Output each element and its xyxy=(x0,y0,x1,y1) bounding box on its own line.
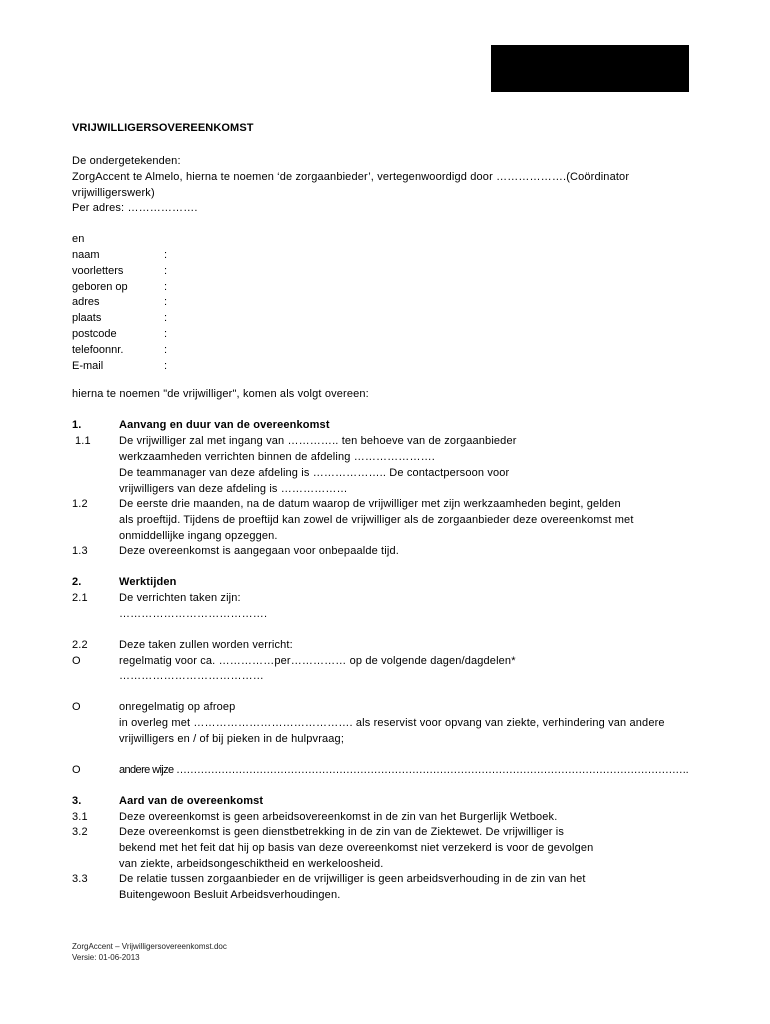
clause-text: onmiddellijke ingang opzeggen. xyxy=(119,530,278,542)
clause-text: Deze overeenkomst is geen arbeidsovereenkomst in de zin van het Burgerlijk Wetboek. xyxy=(119,811,558,823)
field-row xyxy=(72,295,272,311)
section-heading: Aard van de overeenkomst xyxy=(119,795,264,807)
clause-number: 1.2 xyxy=(72,498,88,510)
option-text: vrijwilligers en / of bij pieken in de hulpvraag; xyxy=(119,733,345,745)
clause-text: De eerste drie maanden, na de datum waarop de vrijwilliger met zijn werkzaamheden begint, gelden xyxy=(119,498,621,510)
field-label: E-mail xyxy=(72,359,104,372)
clause-text: werkzaamheden verrichten binnen de afdeling …………………. xyxy=(119,451,435,463)
section-heading: Werktijden xyxy=(119,576,177,588)
clause-number: 3.3 xyxy=(72,873,88,885)
intro-line: vrijwilligerswerk) xyxy=(72,186,155,199)
option-marker: O xyxy=(72,701,81,713)
clause-number: 2.2 xyxy=(72,639,88,651)
clause-number: 2.1 xyxy=(72,592,88,604)
document-title: VRIJWILLIGERSOVEREENKOMST xyxy=(72,122,254,134)
option-text: regelmatig voor ca. ……………per…………… op de volgende dagen/dagdelen* xyxy=(119,655,516,667)
field-colon: : xyxy=(164,327,168,340)
field-colon: : xyxy=(164,359,168,372)
clause-text: vrijwilligers van deze afdeling is ……………… xyxy=(119,483,348,495)
clause-text: …………………………………. xyxy=(119,608,268,620)
option-text: andere wijze …………………………………………………………………………………………………………………………………. xyxy=(119,764,689,776)
footer-filename: ZorgAccent – Vrijwilligersovereenkomst.doc xyxy=(72,942,227,951)
clause-text: De relatie tussen zorgaanbieder en de vrijwilliger is geen arbeidsverhouding in de zin van het xyxy=(119,873,586,885)
field-label: telefoonnr. xyxy=(72,343,124,356)
field-colon: : xyxy=(164,280,168,293)
intro-line: De ondergetekenden: xyxy=(72,155,181,167)
field-row xyxy=(72,359,272,375)
field-row xyxy=(72,264,272,280)
clause-text: De teammanager van deze afdeling is ……………….. De contactpersoon voor xyxy=(119,467,510,479)
field-row xyxy=(72,248,272,264)
clause-text: De vrijwilliger zal met ingang van ………….. ten behoeve van de zorgaanbieder xyxy=(119,435,517,447)
clause-text: Deze overeenkomst is aangegaan voor onbepaalde tijd. xyxy=(119,545,399,557)
volunteer-fields xyxy=(72,248,272,374)
option-text: ………………………………… xyxy=(119,670,264,682)
option-marker: O xyxy=(72,655,81,667)
agreement-line: hierna te noemen "de vrijwilliger", komen als volgt overeen: xyxy=(72,388,369,400)
field-colon: : xyxy=(164,343,168,356)
footer-version: Versie: 01-06-2013 xyxy=(72,953,140,962)
clause-text: De verrichten taken zijn: xyxy=(119,592,241,604)
field-row xyxy=(72,327,272,343)
intro-line: Per adres: ………………. xyxy=(72,202,198,215)
clause-number: 3.1 xyxy=(72,811,88,823)
option-text: in overleg met ……………………………………. als reservist voor opvang van ziekte, verhindering van andere xyxy=(119,717,665,729)
field-label: plaats xyxy=(72,312,102,325)
field-row xyxy=(72,343,272,359)
option-text: onregelmatig op afroep xyxy=(119,701,236,713)
option-marker: O xyxy=(72,764,81,776)
intro-line: ZorgAccent te Almelo, hierna te noemen ‘de zorgaanbieder’, vertegenwoordigd door ……………….(Coördinator xyxy=(72,170,630,183)
clause-number: 1.3 xyxy=(72,545,88,557)
section-number: 1. xyxy=(72,419,82,431)
field-colon: : xyxy=(164,249,168,261)
field-label: geboren op xyxy=(72,280,128,293)
section-heading: Aanvang en duur van de overeenkomst xyxy=(119,419,330,431)
field-colon: : xyxy=(164,264,168,277)
field-row xyxy=(72,280,272,296)
field-row xyxy=(72,311,272,327)
clause-text: Deze taken zullen worden verricht: xyxy=(119,639,293,651)
section-number: 3. xyxy=(72,795,82,807)
section-number: 2. xyxy=(72,576,82,588)
clause-text: Deze overeenkomst is geen dienstbetrekking in de zin van de Ziektewet. De vrijwilliger is xyxy=(119,826,564,838)
clause-text: bekend met het feit dat hij op basis van deze overeenkomst niet verzekerd is voor de gevolgen xyxy=(119,842,594,854)
field-colon: : xyxy=(164,296,168,309)
field-label: postcode xyxy=(72,327,117,340)
field-colon: : xyxy=(164,312,168,325)
clause-text: van ziekte, arbeidsongeschiktheid en werkeloosheid. xyxy=(119,858,384,870)
clause-number: 3.2 xyxy=(72,826,88,838)
clause-number: 1.1 xyxy=(75,435,91,447)
page-footer xyxy=(72,941,227,963)
clause-text: als proeftijd. Tijdens de proeftijd kan zowel de vrijwilliger als de zorgaanbieder deze overeenkomst met xyxy=(119,514,634,526)
redacted-logo-block xyxy=(491,45,689,92)
intro-paragraph xyxy=(72,154,712,217)
clause-text: Buitengewoon Besluit Arbeidsverhoudingen. xyxy=(119,889,341,901)
en-label: en xyxy=(72,233,85,245)
field-label: voorletters xyxy=(72,264,124,277)
field-label: naam xyxy=(72,249,100,261)
field-label: adres xyxy=(72,296,100,309)
